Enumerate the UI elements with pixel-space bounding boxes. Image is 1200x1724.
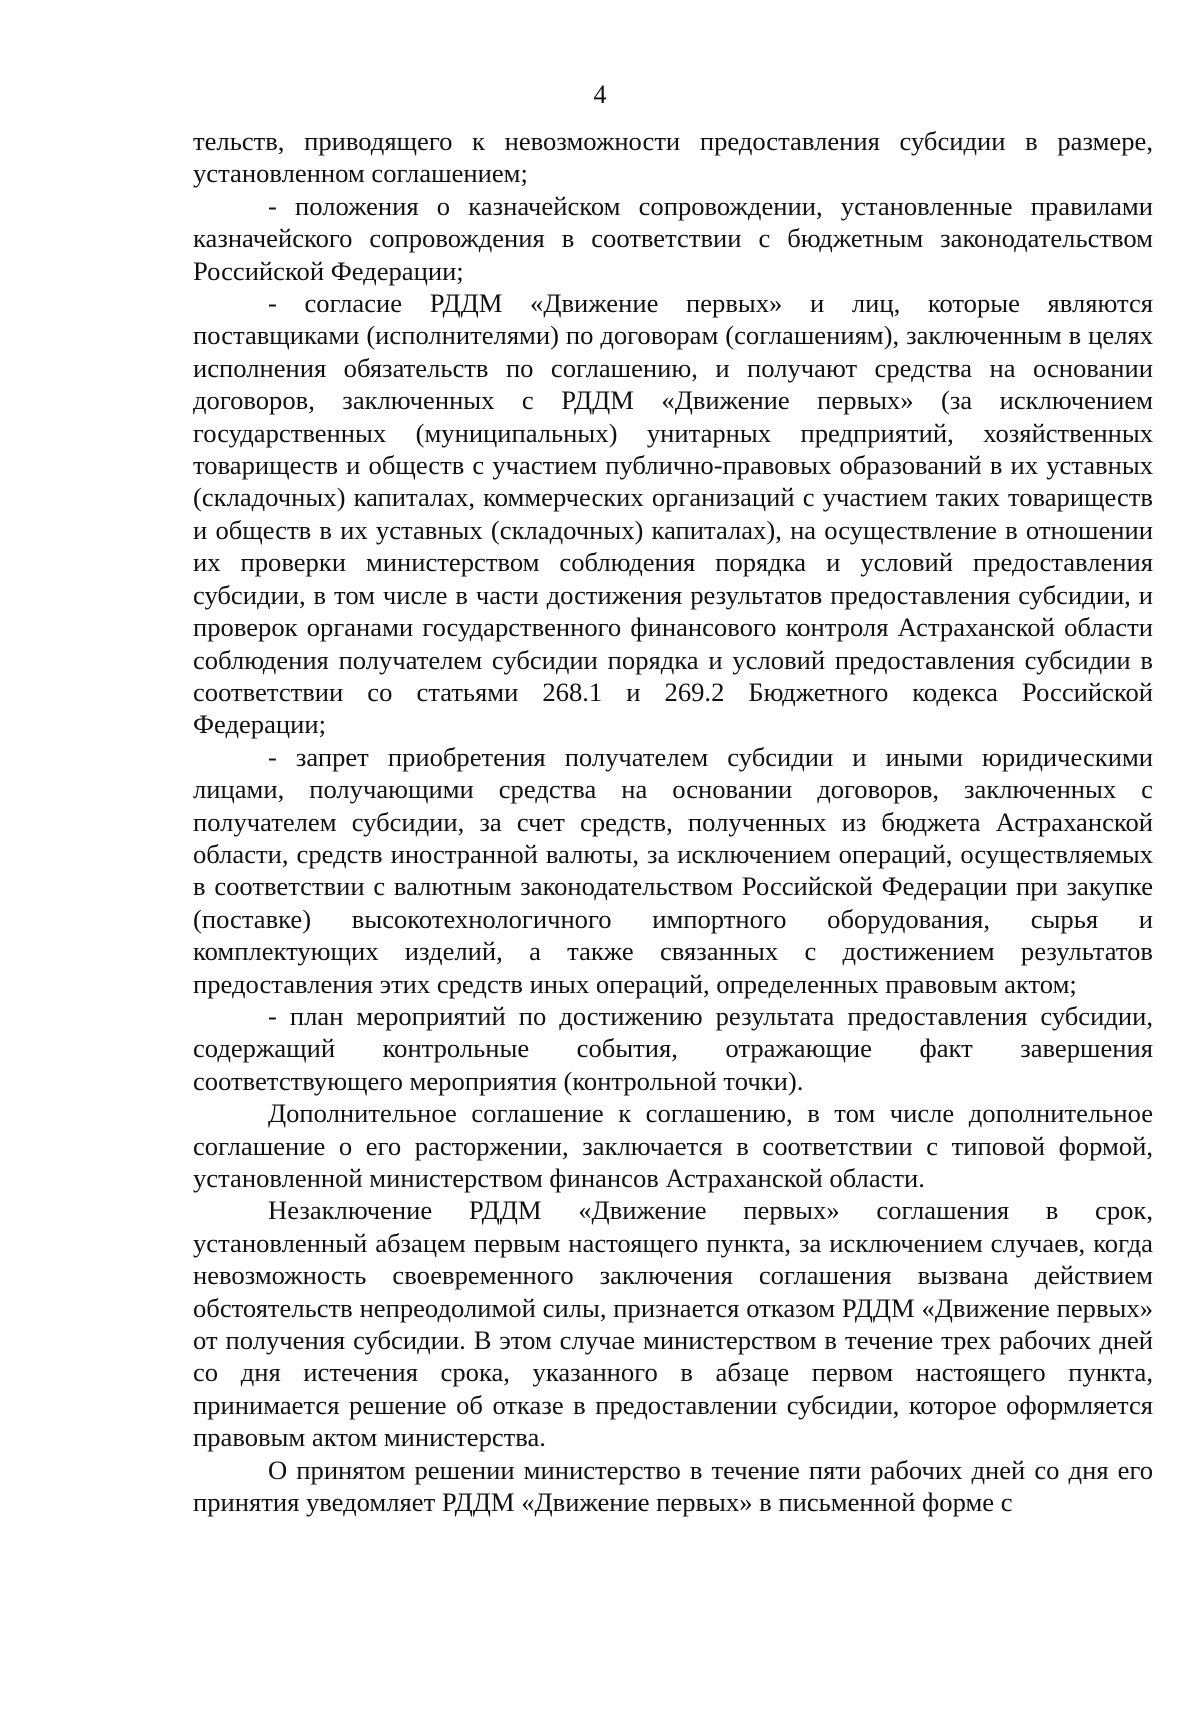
paragraph-action-plan: - план мероприятий по достижению результата предоставления субсидии, содержащий контрольные события, отражающие факт завершения соответствующего мероприятия (контрольной точки).: [193, 1000, 1153, 1096]
paragraph-notification: О принятом решении министерство в течение пяти рабочих дней со дня его принятия уведомляет РДДМ «Движение первых» в письменной форме с: [193, 1454, 1153, 1518]
paragraph-supplementary-agreement: Дополнительное соглашение к соглашению, в том числе дополнительное соглашение о его расторжении, заключается в соответствии с типовой формой, установленной министерством финансов Астраханской области.: [193, 1098, 1153, 1193]
paragraph-treasury-support: - положения о казначейском сопровождении, установленные правилами казначейского сопровождения в соответствии с бюджетным законодательством Российской Федерации;: [193, 190, 1153, 286]
document-body: [193, 125, 1153, 1518]
paragraph-non-conclusion: Незаключение РДДМ «Движение первых» соглашения в срок, установленный абзацем первым настоящего пункта, за исключением случаев, когда невозможность своевременного заключения соглашения вызвана действием обстоятельств непреодолимой силы, признается отказом РДДМ «Движение первых» от получения субсидии. В этом случае министерством в течение трех рабочих дней со дня истечения срока, указанного в абзаце первом настоящего пункта, принимается решение об отказе в предоставлении субсидии, которое оформляется правовым актом министерства.: [193, 1195, 1153, 1453]
paragraph-currency-ban: - запрет приобретения получателем субсидии и иными юридическими лицами, получающими средства на основании договоров, заключенных с получателем субсидии, за счет средств, полученных из бюджета Астраханской области, средств иностранной валюты, за исключением операций, осуществляемых в соответствии с валютным законодательством Российской Федерации при закупке (поставке) высокотехнологичного импортного оборудования, сырья и комплектующих изделий, а также связанных с достижением результатов предоставления этих средств иных операций, определенных правовым актом;: [193, 741, 1153, 999]
paragraph-consent: - согласие РДДМ «Движение первых» и лиц, которые являются поставщиками (исполнителями) по договорам (соглашениям), заключенным в целях исполнения обязательств по соглашению, и получают средства на основании договоров, заключенных с РДДМ «Движение первых» (за исключением государственных (муниципальных) унитарных предприятий, хозяйственных товариществ и обществ с участием публично-правовых образований в их уставных (складочных) капиталах, коммерческих организаций с участием таких товариществ и обществ в их уставных (складочных) капиталах), на осуществление в отношении их проверки министерством соблюдения порядка и условий предоставления субсидии, в том числе в части достижения результатов предоставления субсидии, и проверок органами государственного финансового контроля Астраханской области соблюдения получателем субсидии порядка и условий предоставления субсидии в соответствии со статьями 268.1 и 269.2 Бюджетного кодекса Российской Федерации;: [193, 288, 1153, 740]
paragraph-continuation: тельств, приводящего к невозможности предоставления субсидии в размере, установленном соглашением;: [193, 126, 1153, 189]
page-number: 4: [593, 80, 607, 109]
